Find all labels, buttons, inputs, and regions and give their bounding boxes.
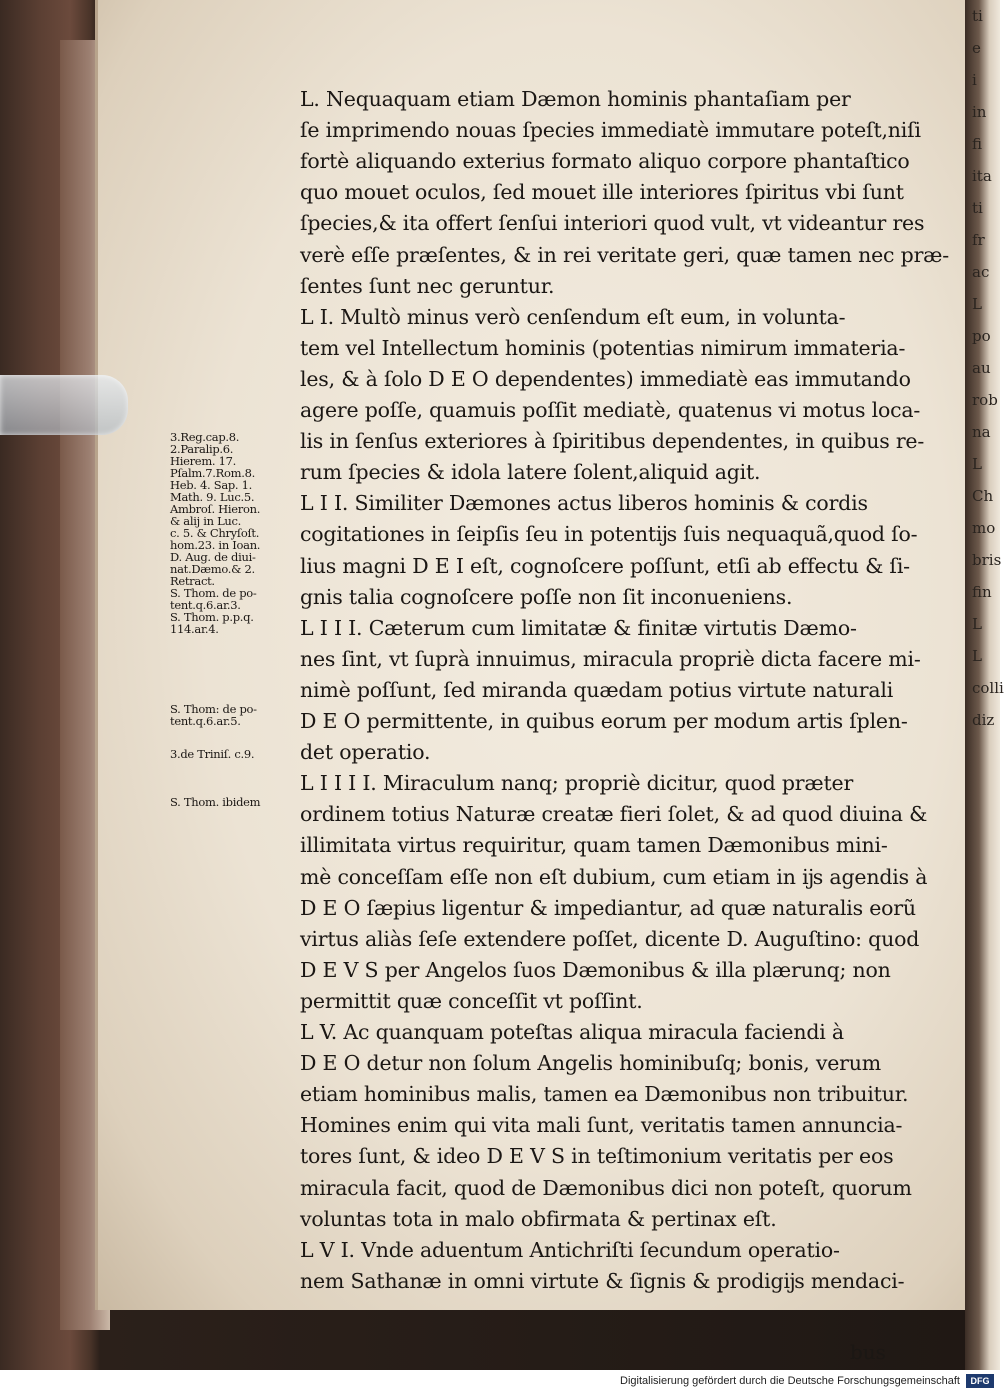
gutter-fragment: diz: [972, 711, 995, 729]
gutter-fragment: mo: [972, 519, 996, 537]
margin-note: 3.Reg.cap.8.: [170, 430, 240, 444]
text-line: voluntas tota in malo obfirmata & pertinax eſt.: [300, 1206, 777, 1231]
gutter-fragment: ti: [972, 7, 983, 25]
text-line: illimitata virtus requiritur, quam tamen Dæmonibus mini-: [300, 833, 888, 858]
gutter-fragment: ac: [972, 263, 990, 281]
margin-note: nat.Dæmo.& 2.: [170, 562, 255, 576]
text-line: Homines enim qui vita mali ſunt, veritatis tamen annuncia-: [300, 1113, 903, 1138]
text-line: ſentes ſunt nec geruntur.: [300, 273, 555, 298]
margin-note: S. Thom: de po-: [170, 702, 257, 716]
gutter-fragment: ti: [972, 199, 983, 217]
text-line: L. Nequaquam etiam Dæmon hominis phantaſiam per: [300, 87, 851, 111]
margin-note: 3.de Triniſ. c.9.: [170, 747, 255, 761]
margin-note: c. 5. & Chryſoſt.: [170, 526, 260, 540]
gutter-fragment: fr: [972, 231, 985, 249]
gutter-fragment: bris: [972, 551, 1002, 569]
margin-note: Heb. 4. Sap. 1.: [170, 478, 253, 492]
gutter-fragment: fi: [972, 135, 983, 153]
text-line: verè eſſe præſentes, & in rei veritate geri, quæ tamen nec præ-: [300, 242, 949, 267]
margin-note: Pſalm.7.Rom.8.: [170, 466, 255, 480]
text-line: L I I I. Cæterum cum limitatæ & finitæ virtutis Dæmo-: [300, 615, 857, 640]
text-line: D E O permittente, in quibus eorum per modum artis ſplen-: [300, 709, 908, 733]
text-line: lis in ſenſus exteriores à ſpiritibus dependentes, in quibus re-: [300, 429, 925, 454]
text-line: etiam hominibus malis, tamen ea Dæmonibus non tribuitur.: [300, 1082, 909, 1107]
text-line: ſpecies,& ita offert ſenſui interiori quod vult, vt videantur res: [300, 211, 925, 236]
text-line: agere poſſe, quamuis poſſit mediatè, quatenus vi motus loca-: [300, 398, 921, 422]
margin-note: tent.q.6.ar.3.: [170, 598, 241, 612]
text-line: L I I. Similiter Dæmones actus liberos hominis & cordis: [300, 491, 868, 516]
text-line: gnis talia cognoſcere poſſe non ſit inconueniens.: [300, 584, 793, 609]
gutter-fragment: rob: [972, 391, 998, 409]
text-line: L V. Ac quanquam poteſtas aliqua miracula faciendi à: [300, 1020, 844, 1044]
gutter-fragment: L: [972, 647, 982, 665]
gutter-fragment: fin: [972, 583, 992, 601]
margin-note: hom.23. in Ioan.: [170, 538, 261, 552]
margin-note: Hierem. 17.: [170, 454, 237, 468]
gutter-fragment: L: [972, 455, 982, 473]
text-line: D E O detur non ſolum Angelis hominibuſq; bonis, verum: [300, 1051, 881, 1076]
text-line: L I I I I. Miraculum nanq; propriè dicitur, quod præter: [300, 771, 854, 796]
margin-note: Math. 9. Luc.5.: [170, 490, 255, 504]
text-line: miracula facit, quod de Dæmonibus dici non poteſt, quorum: [300, 1175, 912, 1200]
margin-note: & alij in Luc.: [170, 514, 242, 528]
text-line: rum ſpecies & idola latere ſolent,aliquid agit.: [300, 460, 761, 485]
margin-note: S. Thom. de po-: [170, 586, 257, 600]
gutter-fragment: e: [972, 39, 981, 57]
gutter-fragment: Ch: [972, 487, 994, 505]
text-line: det operatio.: [300, 740, 431, 765]
text-line: tores ſunt, & ideo D E V S in teſtimonium veritatis per eos: [300, 1144, 894, 1169]
text-line: permittit quæ conceſſit vt poſſint.: [300, 988, 643, 1013]
text-line: D E O ſæpius ligentur & impediantur, ad quæ naturalis eorũ: [300, 895, 916, 920]
margin-note: tent.q.6.ar.5.: [170, 714, 241, 728]
text-line: les, & à ſolo D E O dependentes) immediatè eas immutando: [300, 366, 911, 391]
text-line: tem vel Intellectum hominis (potentias nimirum immateria-: [300, 335, 906, 360]
margin-note: S. Thom. p.p.q.: [170, 610, 254, 624]
gutter-fragment: colli: [972, 679, 1004, 697]
text-line: lius magni D E I eſt, cognoſcere poſſunt, etſi ab effectu & ſi-: [300, 553, 910, 578]
text-line: virtus aliàs ſeſe extendere poſſet, dicente D. Auguſtino: quod: [300, 926, 920, 951]
gutter-fragment: na: [972, 423, 991, 441]
text-line: nes ſint, vt ſuprà innuimus, miracula propriè dicta facere mi-: [300, 646, 921, 671]
bookmark-strip: [0, 375, 128, 435]
text-line: L I. Multò minus verò cenſendum eſt eum, in volunta-: [300, 304, 846, 329]
dfg-logo: DFG: [966, 1374, 994, 1388]
margin-note: D. Aug. de diui-: [170, 550, 256, 564]
text-line: L V I. Vnde aduentum Antichriſti ſecundum operatio-: [300, 1237, 840, 1262]
gutter-fragment: au: [972, 359, 991, 377]
text-line: mè conceſſam eſſe non eſt dubium, cum etiam in ĳs agendis à: [300, 864, 928, 889]
gutter-fragment: po: [972, 327, 991, 345]
text-line: ordinem totius Naturæ creatæ fieri ſolet, & ad quod diuina &: [300, 802, 928, 827]
funding-notice: Digitalisierung gefördert durch die Deutsche Forschungsgemeinschaft: [620, 1375, 960, 1387]
text-line: fortè aliquando exterius formato aliquo corpore phantaſtico: [300, 149, 910, 174]
gutter-fragment: L: [972, 295, 982, 313]
margin-note: Ambroſ. Hieron.: [170, 502, 261, 516]
margin-note: 114.ar.4.: [170, 622, 219, 636]
text-line: cogitationes in ſeipſis ſeu in potentĳs ſuis nequaquã,quod ſo-: [300, 522, 918, 547]
margin-note: S. Thom. ibidem: [170, 795, 261, 809]
gutter-fragment: i: [972, 71, 977, 89]
gutter-fragment: in: [972, 103, 987, 121]
margin-note: 2.Paralip.6.: [170, 442, 234, 456]
gutter-fragment: L: [972, 615, 982, 633]
text-line: ſe imprimendo nouas ſpecies immediatè immutare poteſt,niſi: [300, 118, 921, 143]
margin-note: Retract.: [170, 574, 215, 588]
facing-page-text: [972, 0, 1004, 1000]
gutter-fragment: ita: [972, 167, 992, 185]
text-line: quo mouet oculos, ſed mouet ille interiores ſpiritus vbi ſunt: [300, 180, 904, 205]
catchword: bus: [850, 1340, 886, 1364]
text-line: D E V S per Angelos ſuos Dæmonibus & illa plærunq; non: [300, 957, 891, 982]
text-line: nem Sathanæ in omni virtute & ſignis & prodigĳs mendaci-: [300, 1268, 905, 1293]
text-line: nimè poſſunt, ſed miranda quædam potius virtute naturali: [300, 677, 894, 702]
